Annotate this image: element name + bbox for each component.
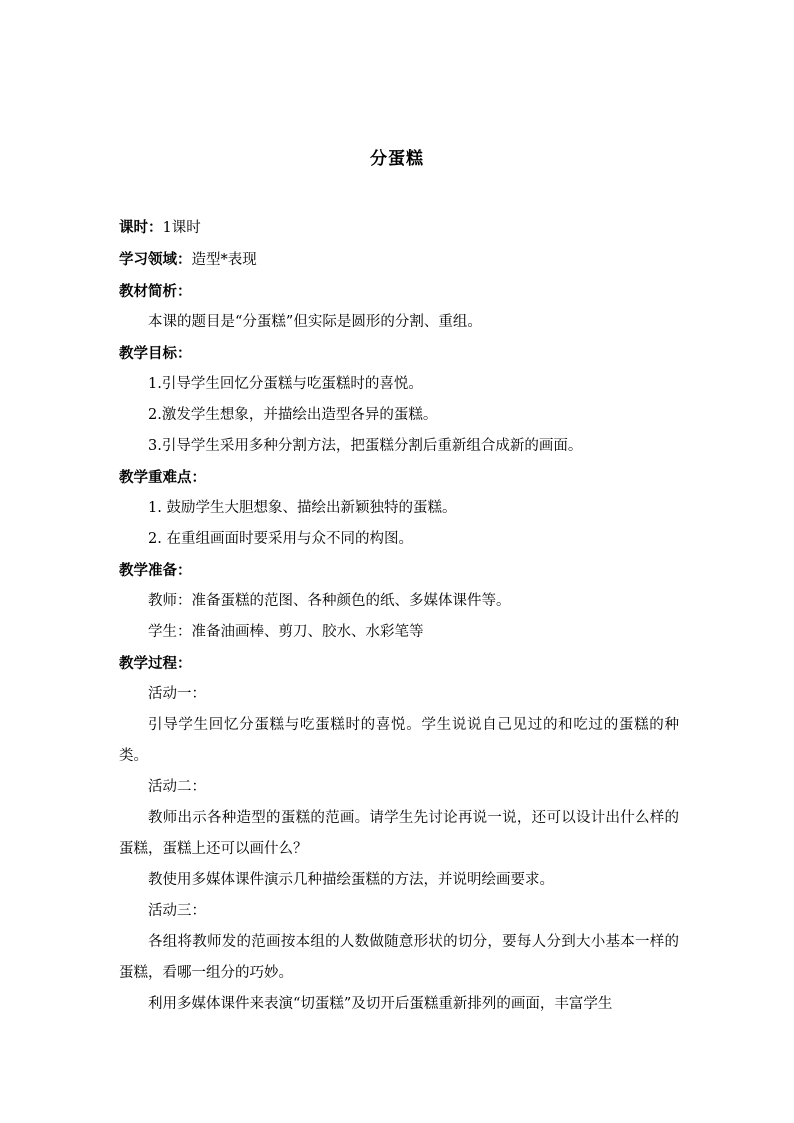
- learning-domain-row: [119, 244, 679, 276]
- activity-paragraph: 利用多媒体课件来表演“切蛋糕”及切开后蛋糕重新排列的画面，丰富学生: [148, 996, 613, 1012]
- key-difficulty-item: 1. 鼓励学生大胆想象、描绘出新颖独特的蛋糕。: [148, 500, 457, 516]
- activity-paragraph: 教师出示各种造型的蛋糕的范画。请学生先讨论再说一说，还可以设计出什么样的蛋糕，蛋糕上还可以画什么？: [119, 810, 679, 857]
- learning-domain-value: 造型*表现: [191, 252, 257, 268]
- lesson-hours-row: [119, 212, 679, 244]
- activity-paragraph: 各组将教师发的范画按本组的人数做随意形状的切分，要每人分到大小基本一样的蛋糕，看哪一组分的巧妙。: [119, 934, 679, 981]
- activity-paragraph: 教使用多媒体课件演示几种描绘蛋糕的方法，并说明绘画要求。: [148, 872, 554, 888]
- activity-title: 活动二：: [148, 779, 206, 795]
- key-difficulty-item: 2. 在重组画面时要采用与众不同的构图。: [148, 531, 413, 547]
- process-heading: 教学过程：: [119, 655, 192, 672]
- key-difficulties-heading: 教学重难点：: [119, 469, 206, 486]
- activity-title: 活动三：: [148, 903, 206, 919]
- preparation-heading: 教学准备：: [119, 562, 192, 579]
- teaching-goal-item: 1.引导学生回忆分蛋糕与吃蛋糕时的喜悦。: [148, 376, 423, 392]
- learning-domain-label: 学习领域：: [119, 251, 192, 268]
- activity-paragraph: 引导学生回忆分蛋糕与吃蛋糕时的喜悦。学生说说自己见过的和吃过的蛋糕的种类。: [119, 717, 679, 764]
- preparation-item: 教师：准备蛋糕的范图、各种颜色的纸、多媒体课件等。: [148, 593, 511, 609]
- preparation-item: 学生：准备油画棒、剪刀、胶水、水彩笔等: [148, 624, 424, 640]
- lesson-hours-value: 1课时: [162, 220, 201, 236]
- document-title: 分蛋糕: [370, 149, 424, 169]
- textbook-analysis-text: 本课的题目是“分蛋糕”但实际是圆形的分割、重组。: [148, 314, 482, 330]
- textbook-analysis-heading: 教材简析：: [119, 283, 192, 300]
- teaching-goal-item: 2.激发学生想象，并描绘出造型各异的蛋糕。: [148, 407, 438, 423]
- teaching-goal-item: 3.引导学生采用多种分割方法，把蛋糕分割后重新组合成新的画面。: [148, 438, 583, 454]
- activity-title: 活动一：: [148, 686, 206, 702]
- document-body: [119, 212, 679, 1020]
- teaching-goals-heading: 教学目标：: [119, 345, 192, 362]
- lesson-hours-label: 课时：: [119, 219, 163, 236]
